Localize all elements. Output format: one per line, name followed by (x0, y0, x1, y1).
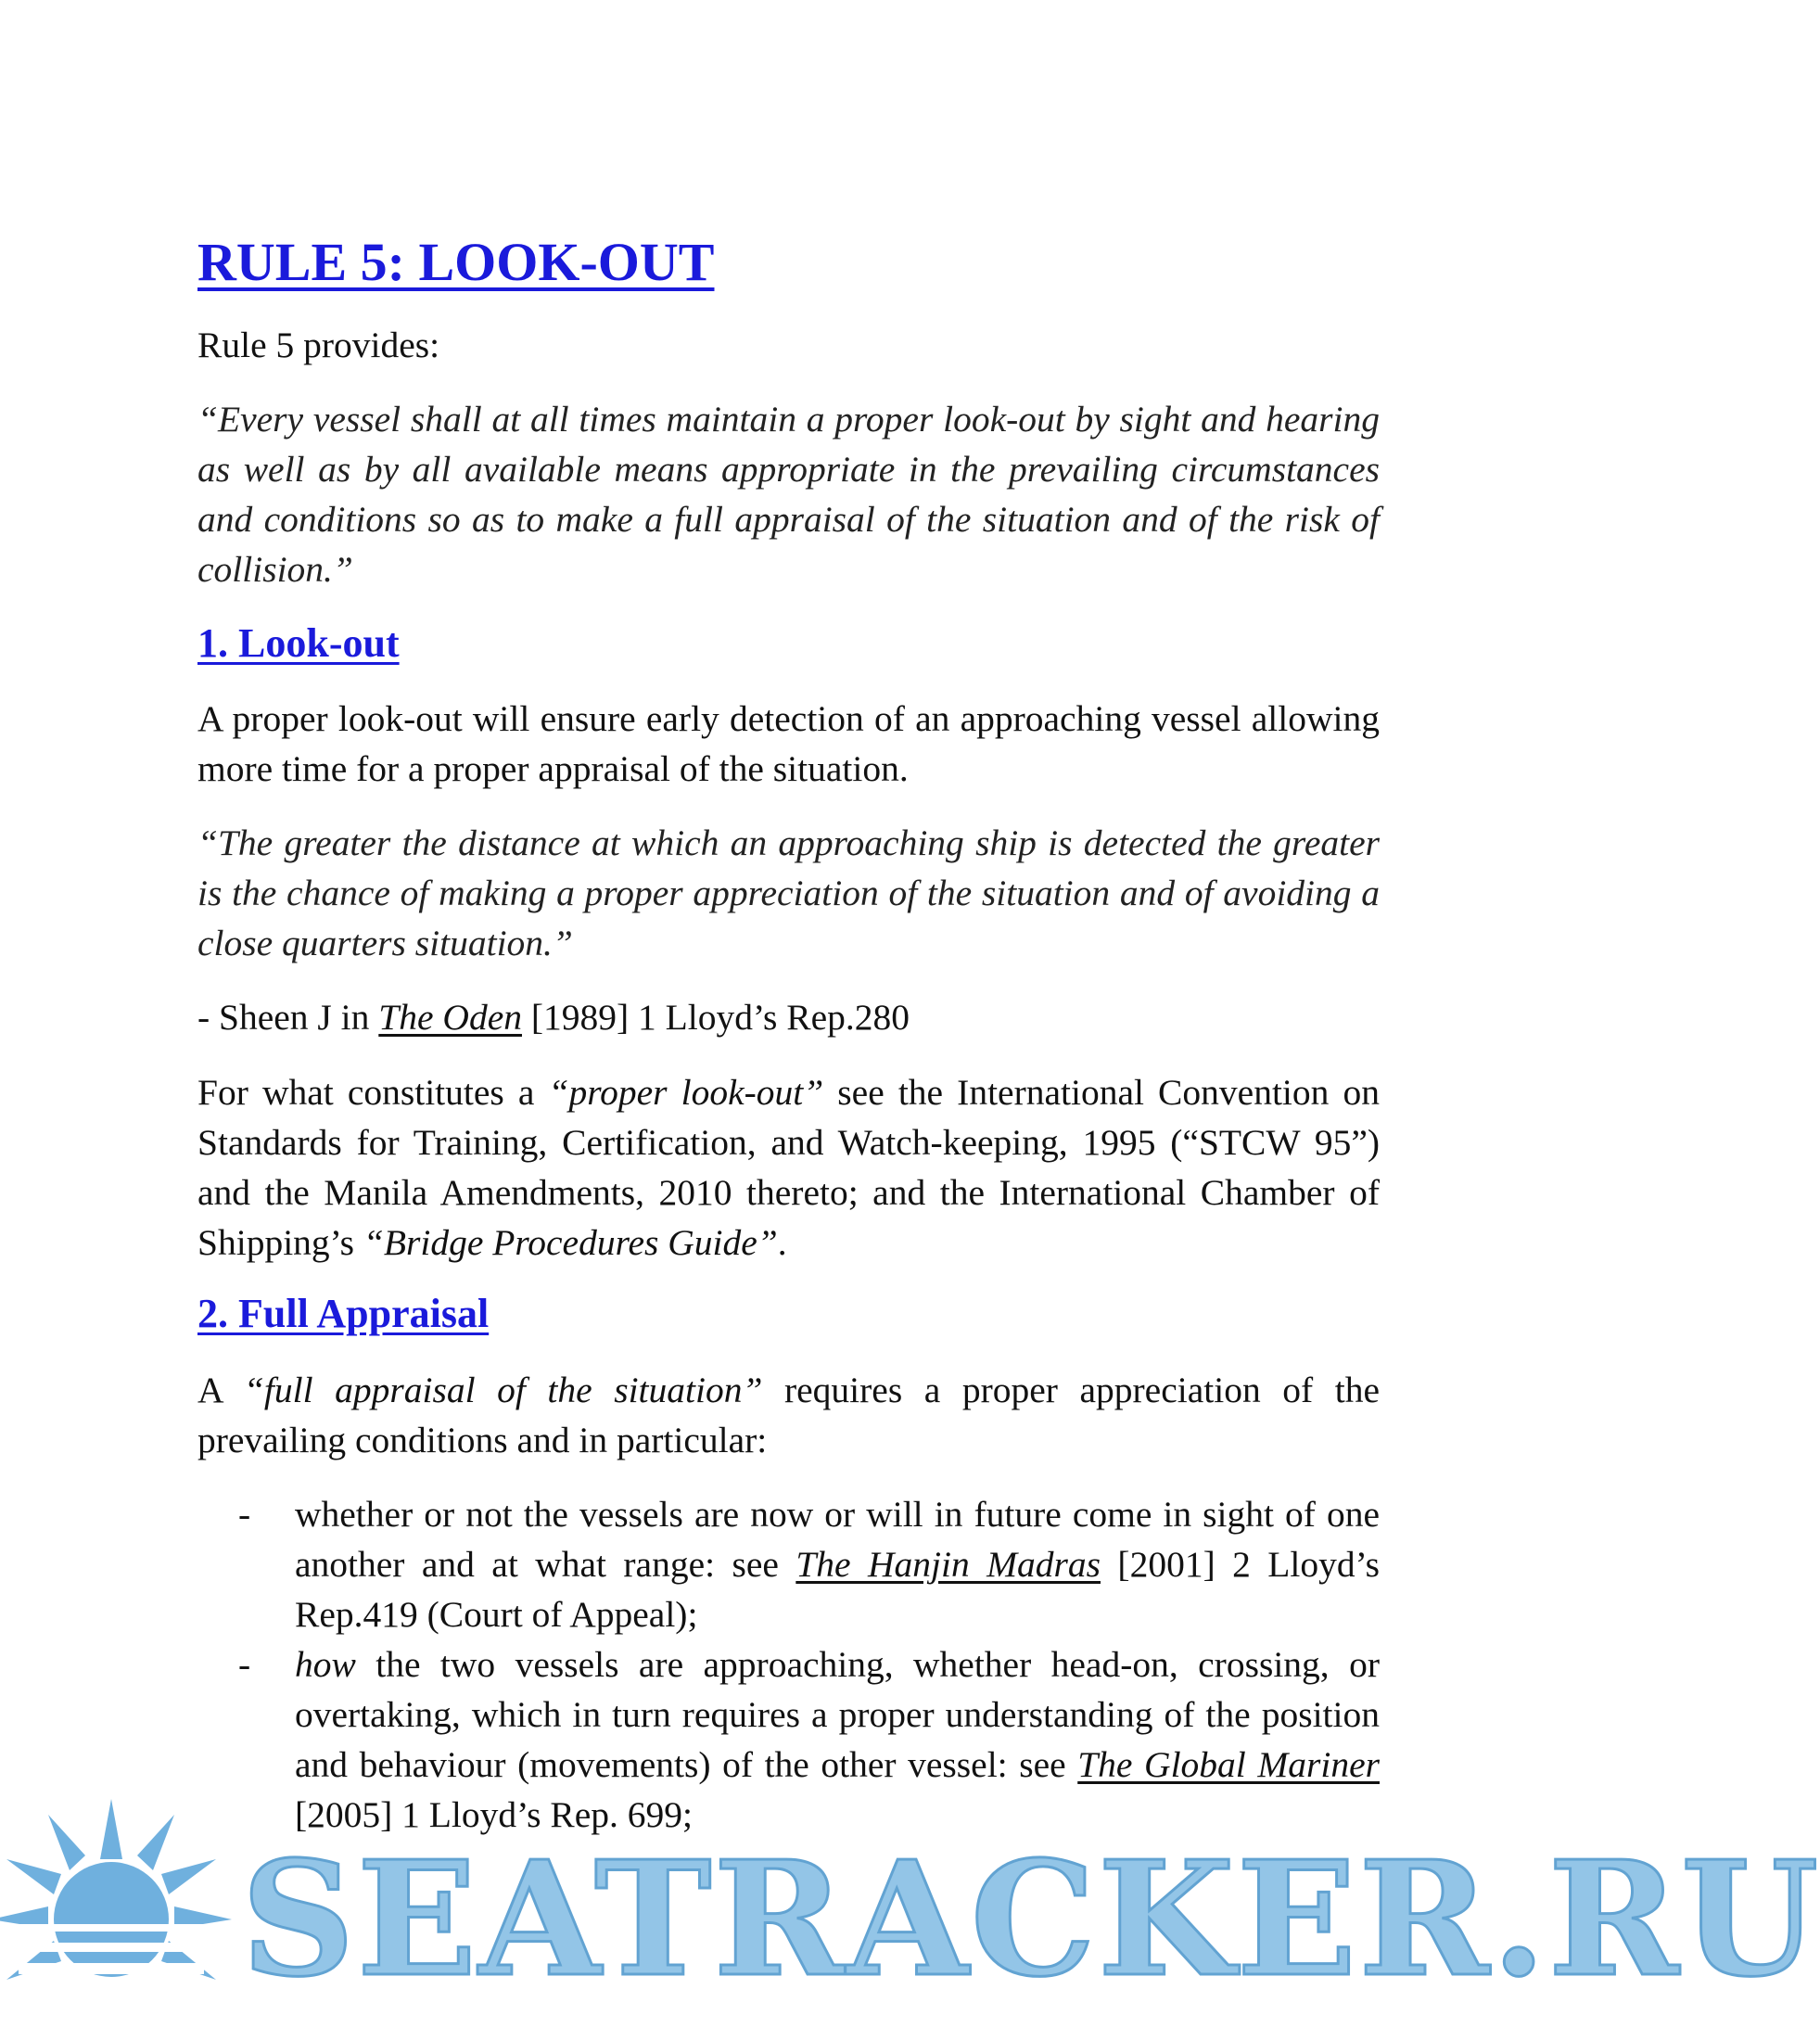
appraisal-list (197, 1489, 1380, 1840)
section-heading-look-out: 1. Look-out (197, 620, 400, 666)
case-name-hanjin-madras: The Hanjin Madras (795, 1544, 1101, 1585)
stcw-text-a: For what constitutes a (197, 1072, 549, 1113)
appraisal-text-a: A (197, 1370, 244, 1410)
list-item (197, 1489, 1380, 1639)
item1-text: whether or not the vessels are now or will in future come in sight of one another and at what range: see (295, 1494, 1380, 1585)
bullet-dash: - (238, 1494, 251, 1535)
section-heading-full-appraisal: 2. Full Appraisal (197, 1291, 490, 1336)
appraisal-quote: “full appraisal of the situation” (243, 1370, 763, 1410)
bullet-dash: - (238, 1644, 251, 1685)
look-out-paragraph: A proper look-out will ensure early detection of an approaching vessel allowing more time for a proper appraisal of the situation. (197, 698, 1380, 789)
case-name-global-mariner: The Global Mariner (1077, 1744, 1380, 1785)
full-appraisal-paragraph (197, 1365, 1380, 1465)
item1-citation: [2001] 2 Lloyd’s Rep.419 (Court of Appeal); (295, 1544, 1380, 1635)
item2-how: how (295, 1644, 356, 1685)
citation-oden (197, 992, 1380, 1042)
watermark-text: SEATRACKER.RU (241, 1827, 1820, 2012)
appraisal-text-c: requires a proper appreciation of the prevailing conditions and in particular: (197, 1370, 1380, 1460)
item2-citation: [2005] 1 Lloyd’s Rep. 699; (295, 1794, 693, 1835)
sun-icon (0, 1799, 232, 1980)
sheen-quote: “The greater the distance at which an approaching ship is detected the greater is the chance of making a proper appreciation of the situation and of avoiding a close quarters situation.” (197, 822, 1380, 963)
case-name-oden: The Oden (378, 997, 522, 1038)
page-title: RULE 5: LOOK-OUT (197, 232, 715, 292)
stcw-paragraph (197, 1067, 1380, 1268)
item2-text: the two vessels are approaching, whether head-on, crossing, or overtaking, which in turn requires a proper understanding of the position and behaviour (movements) of the other vessel: see (295, 1644, 1380, 1785)
bridge-procedures-guide: “Bridge Procedures Guide” (363, 1222, 778, 1263)
citation-prefix: - Sheen J in (197, 997, 379, 1038)
stcw-proper-look-out: “proper look-out” (548, 1072, 824, 1113)
intro-text: Rule 5 provides: (197, 325, 440, 365)
stcw-text-e: . (777, 1222, 787, 1263)
stcw-text-c: see the International Convention on Standards for Training, Certification, and Watch-keeping, 1995 (“STCW 95”) and the Manila Amendments, 2010 thereto; and the International Chamber of Shipping’s (197, 1072, 1380, 1263)
citation-suffix: [1989] 1 Lloyd’s Rep.280 (521, 997, 910, 1038)
rule-quote: “Every vessel shall at all times maintain a proper look-out by sight and hearing as well as by all available means appropriate in the prevailing circumstances and conditions so as to make a full appraisal of the situation and of the risk of collision.” (197, 399, 1380, 590)
